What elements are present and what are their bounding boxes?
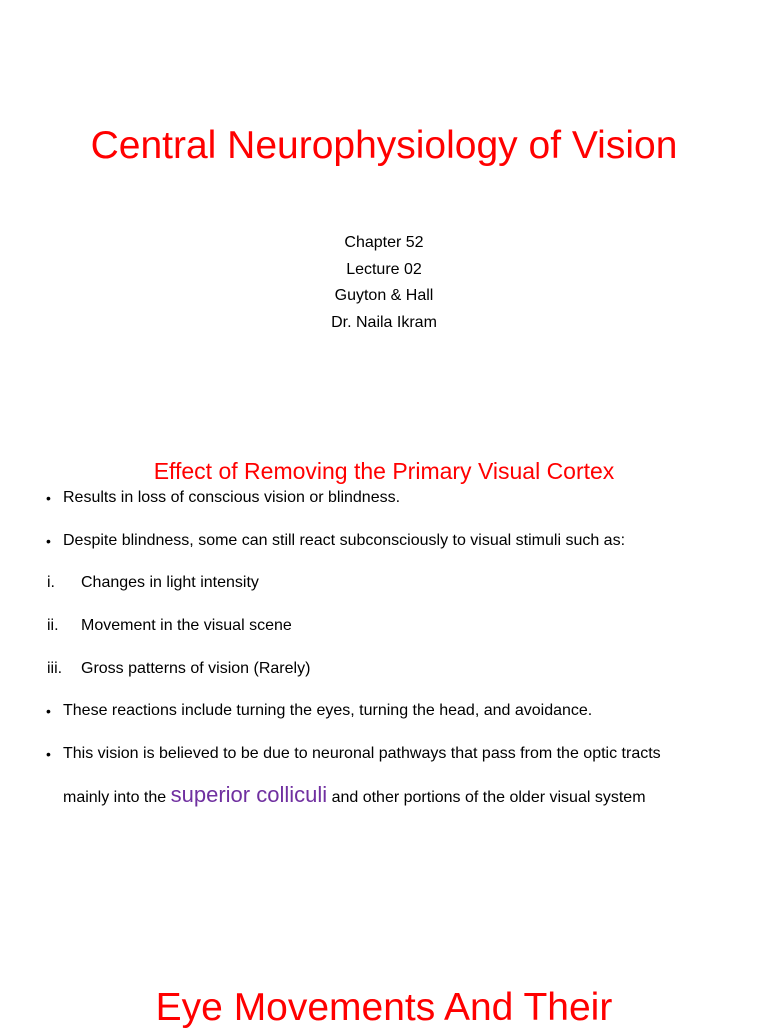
bullet-marker: • [46,533,51,549]
list-text: Movement in the visual scene [81,617,292,634]
chapter-label: Chapter 52 [344,234,424,251]
list-marker: iii. [47,660,63,677]
bullet-marker: • [46,703,51,719]
bullet-text: This vision is believed to be due to neuronal pathways that pass from the optic tracts [63,745,661,762]
bullet-marker: • [46,746,51,762]
list-text: Changes in light intensity [81,574,259,591]
list-marker: i. [47,574,55,591]
lecture-label: Lecture 02 [346,260,422,278]
slide-title: Central Neurophysiology of Vision [90,124,678,167]
author-label: Dr. Naila Ikram [331,313,437,331]
list-marker: ii. [47,617,59,634]
list-text: Gross patterns of vision (Rarely) [81,660,311,677]
bullet-text: Despite blindness, some can still react subconsciously to visual stimuli such as: [63,532,626,549]
bullet-marker: • [46,490,51,506]
bullet-text: These reactions include turning the eyes, turning the head, and avoidance. [63,702,593,719]
bullet-text: Results in loss of conscious vision or blindness. [63,489,401,506]
bullet-text-pre: mainly into the [63,789,171,806]
section-heading: Effect of Removing the Primary Visual Cortex [153,458,615,484]
bullet-text-post: and other portions of the older visual system [327,789,646,806]
slide-meta [234,230,534,336]
textbook-label: Guyton & Hall [334,287,434,304]
next-slide-title: Eye Movements And Their [155,986,613,1029]
bullet-text-line [63,782,646,815]
highlight-term: superior colliculi [170,782,328,807]
